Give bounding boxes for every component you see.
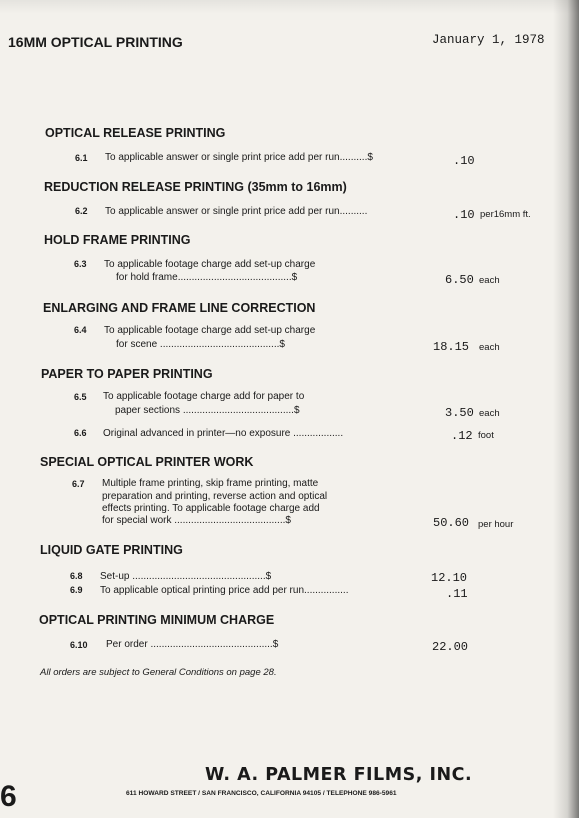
item-price: 3.50: [445, 406, 474, 420]
section-title-optical-release: OPTICAL RELEASE PRINTING: [45, 126, 226, 140]
section-title-special-optical: SPECIAL OPTICAL PRINTER WORK: [40, 455, 254, 469]
item-description: To applicable answer or single print price add per run..........: [105, 206, 368, 217]
item-description: Per order ............................................$: [106, 639, 279, 650]
item-description-line: effects printing. To applicable footage charge add: [102, 503, 320, 514]
item-description-line: Multiple frame printing, skip frame printing, matte: [102, 478, 319, 489]
company-address: 611 HOWARD STREET / SAN FRANCISCO, CALIFORNIA 94105 / TELEPHONE 986-5961: [126, 790, 397, 797]
item-price: 12.10: [431, 571, 468, 585]
section-title-paper-to-paper: PAPER TO PAPER PRINTING: [41, 367, 213, 381]
item-price: .10: [453, 154, 475, 168]
section-title-hold-frame: HOLD FRAME PRINTING: [44, 233, 191, 247]
company-name: W. A. PALMER FILMS, INC.: [205, 765, 473, 785]
item-unit: foot: [478, 430, 494, 441]
item-number: 6.10: [70, 640, 88, 650]
item-unit: each: [479, 408, 500, 419]
item-price: 22.00: [432, 640, 469, 654]
section-title-enlarging: ENLARGING AND FRAME LINE CORRECTION: [43, 301, 316, 315]
item-unit: each: [479, 275, 500, 286]
page-title: 16MM OPTICAL PRINTING: [8, 34, 183, 50]
item-number: 6.1: [75, 153, 88, 163]
item-number: 6.3: [74, 259, 87, 269]
item-price: 6.50: [445, 273, 474, 287]
item-number: 6.9: [70, 585, 83, 595]
item-price: .12: [451, 429, 473, 443]
item-number: 6.5: [74, 392, 87, 402]
page-edge-shadow: [553, 0, 579, 818]
item-number: 6.2: [75, 206, 88, 216]
item-description-line: To applicable footage charge add set-up charge: [104, 325, 316, 336]
item-description: To applicable answer or single print price add per run..........$: [105, 152, 373, 163]
item-number: 6.6: [74, 428, 87, 438]
item-description-line: for scene ...........................................$: [116, 339, 285, 350]
item-description-line: To applicable footage charge add for paper to: [103, 391, 305, 402]
general-conditions-note: All orders are subject to General Conditions on page 28.: [40, 667, 277, 678]
item-number: 6.8: [70, 571, 83, 581]
section-title-liquid-gate: LIQUID GATE PRINTING: [40, 543, 183, 557]
item-unit: each: [479, 342, 500, 353]
item-description-line: for special work ........................................$: [102, 515, 291, 526]
section-title-minimum-charge: OPTICAL PRINTING MINIMUM CHARGE: [39, 613, 275, 627]
item-number: 6.7: [72, 479, 85, 489]
page-top-shadow: [0, 0, 579, 14]
page-number: 6: [0, 780, 17, 813]
item-unit: per hour: [478, 519, 514, 530]
item-price: 18.15: [433, 340, 470, 354]
item-price: .10: [453, 208, 475, 222]
item-description-line: preparation and printing, reverse action and optical: [102, 491, 328, 502]
item-description-line: To applicable footage charge add set-up charge: [104, 259, 316, 270]
item-number: 6.4: [74, 325, 87, 335]
item-description: Original advanced in printer—no exposure ..................: [103, 428, 344, 439]
item-price: 50.60: [433, 516, 470, 530]
page-date: January 1, 1978: [432, 33, 545, 47]
item-price: .11: [446, 587, 468, 601]
item-unit: per16mm ft.: [480, 209, 531, 220]
item-description: Set-up ................................................$: [100, 571, 272, 582]
item-description: To applicable optical printing price add per run................: [100, 585, 349, 596]
item-description-line: for hold frame.........................................$: [116, 272, 298, 283]
section-title-reduction-release: REDUCTION RELEASE PRINTING (35mm to 16mm): [44, 180, 347, 194]
item-description-line: paper sections ........................................$: [115, 405, 300, 416]
